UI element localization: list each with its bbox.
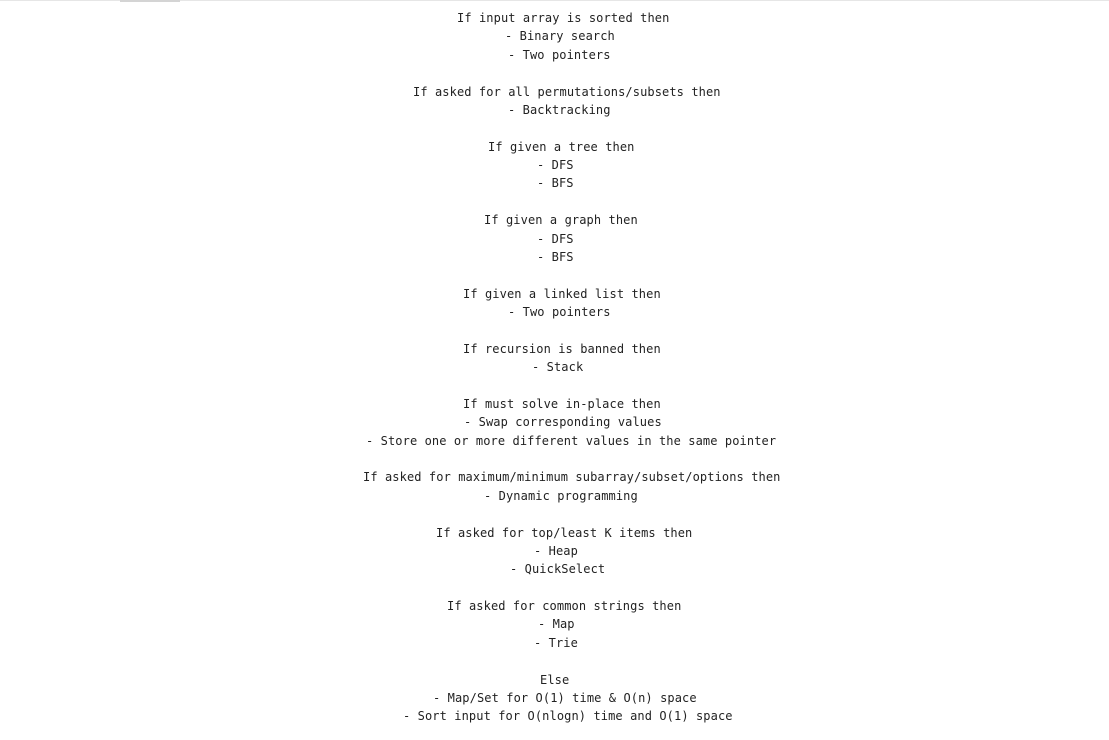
- line-text: - Heap: [534, 544, 578, 558]
- line-text: - QuickSelect: [510, 562, 606, 576]
- text-line: [0, 156, 1109, 174]
- text-line: [0, 230, 1109, 248]
- text-line: [0, 542, 1109, 560]
- line-text: - DFS: [537, 158, 574, 172]
- line-text: - Store one or more different values in the same pointer: [366, 434, 777, 448]
- line-text: - Swap corresponding values: [464, 415, 662, 429]
- line-text: Else: [540, 673, 570, 687]
- text-line: [0, 101, 1109, 119]
- line-text: If asked for top/least K items then: [436, 526, 693, 540]
- text-line: [0, 138, 1109, 156]
- text-line: [0, 524, 1109, 542]
- line-text: If recursion is banned then: [463, 342, 661, 356]
- text-line: [0, 597, 1109, 615]
- text-line: [0, 560, 1109, 578]
- line-text: - Map: [538, 617, 575, 631]
- text-line: [0, 395, 1109, 413]
- line-text: - Two pointers: [508, 305, 611, 319]
- line-text: If given a linked list then: [463, 287, 661, 301]
- text-line: [0, 303, 1109, 321]
- text-line: [0, 468, 1109, 486]
- text-line: [0, 285, 1109, 303]
- tab-indicator: [120, 0, 180, 2]
- text-line: [0, 9, 1109, 27]
- line-text: - BFS: [537, 176, 574, 190]
- line-text: If given a tree then: [488, 140, 635, 154]
- text-line: [0, 689, 1109, 707]
- line-text: - BFS: [537, 250, 574, 264]
- line-text: - Sort input for O(nlogn) time and O(1) space: [403, 709, 733, 723]
- line-text: If asked for maximum/minimum subarray/subset/options then: [363, 470, 781, 484]
- text-line: [0, 615, 1109, 633]
- line-text: - Two pointers: [508, 48, 611, 62]
- line-text: - Backtracking: [508, 103, 611, 117]
- text-line: [0, 707, 1109, 725]
- line-text: If given a graph then: [484, 213, 638, 227]
- line-text: If asked for all permutations/subsets then: [413, 85, 721, 99]
- line-text: - Dynamic programming: [484, 489, 638, 503]
- text-line: [0, 634, 1109, 652]
- text-line: [0, 83, 1109, 101]
- text-line: [0, 671, 1109, 689]
- text-line: [0, 27, 1109, 45]
- line-text: - Stack: [532, 360, 584, 374]
- text-line: [0, 46, 1109, 64]
- line-text: - Map/Set for O(1) time & O(n) space: [433, 691, 697, 705]
- text-line: [0, 211, 1109, 229]
- line-text: - Binary search: [505, 29, 615, 43]
- text-line: [0, 174, 1109, 192]
- text-line: [0, 432, 1109, 450]
- text-line: [0, 358, 1109, 376]
- line-text: If input array is sorted then: [457, 11, 670, 25]
- line-text: - DFS: [537, 232, 574, 246]
- text-line: [0, 340, 1109, 358]
- line-text: If asked for common strings then: [447, 599, 682, 613]
- text-line: [0, 248, 1109, 266]
- text-line: [0, 487, 1109, 505]
- line-text: - Trie: [534, 636, 578, 650]
- line-text: If must solve in-place then: [463, 397, 661, 411]
- text-line: [0, 413, 1109, 431]
